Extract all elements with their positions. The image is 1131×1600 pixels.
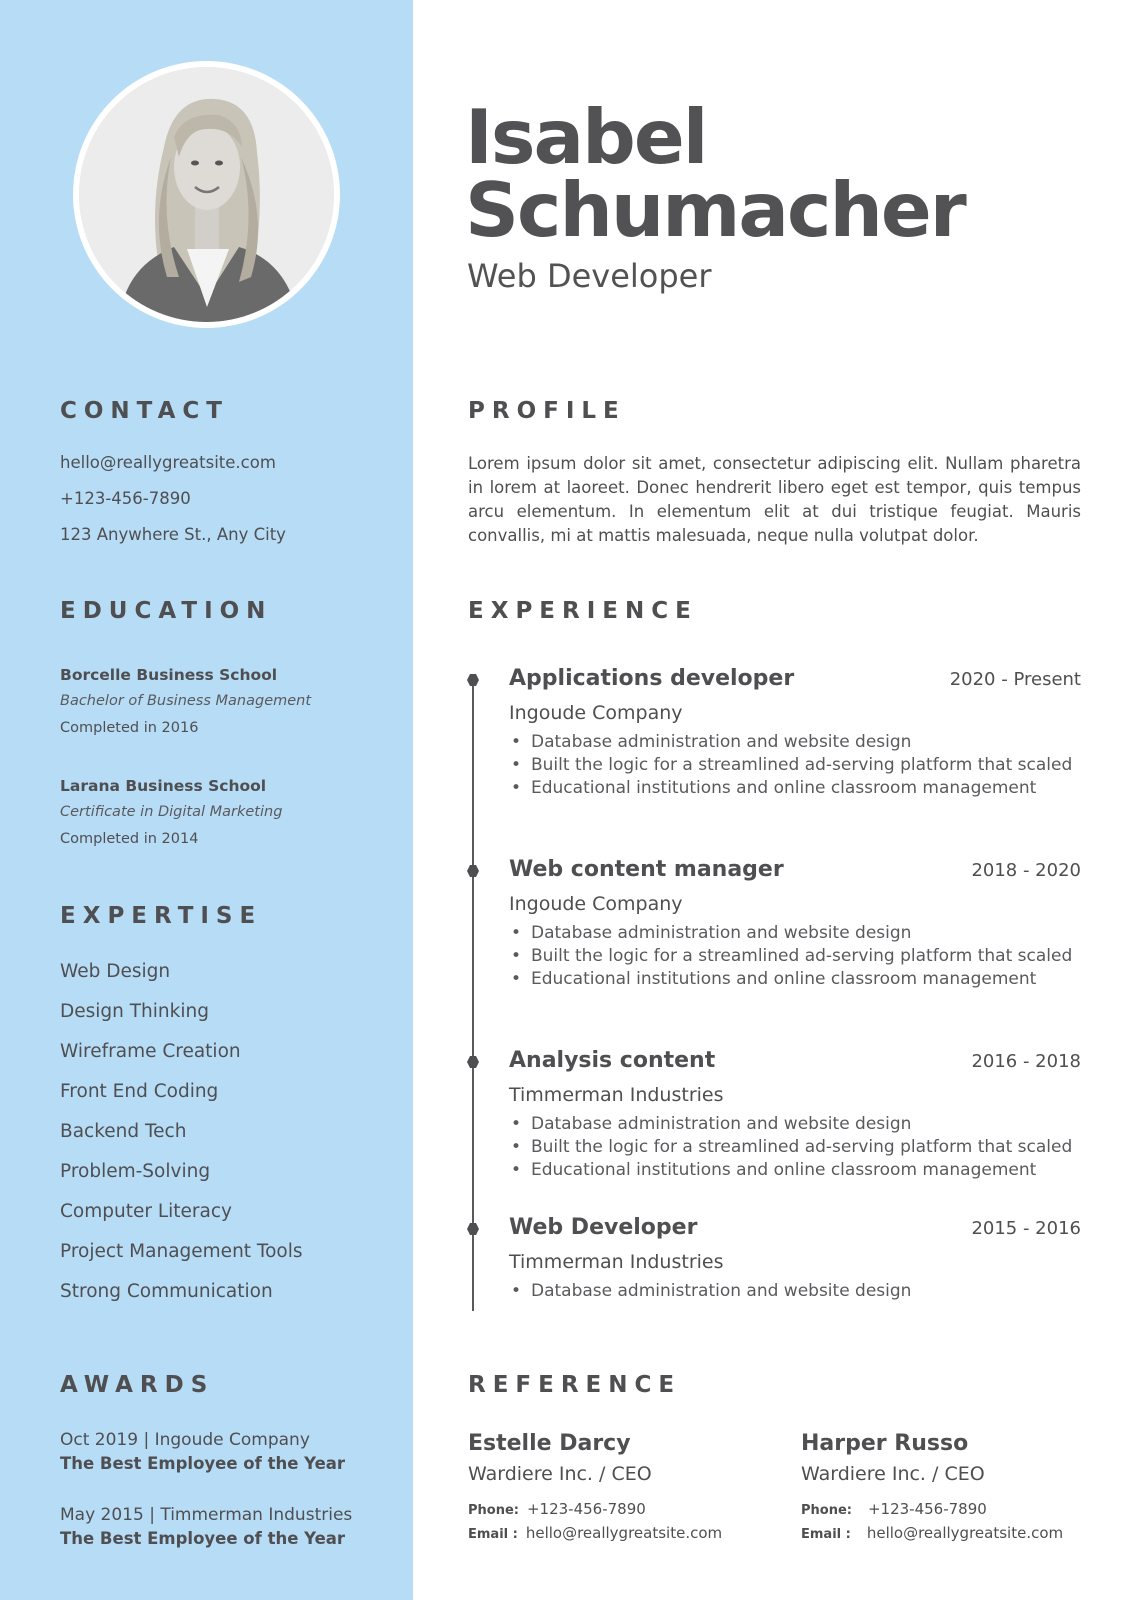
job-duties bbox=[509, 1113, 1072, 1182]
job-title: Web content manager bbox=[509, 857, 784, 882]
contact-email[interactable]: hello@reallygreatsite.com bbox=[60, 453, 276, 472]
education-heading: EDUCATION bbox=[60, 598, 273, 624]
job-duty: • Educational institutions and online classroom management bbox=[509, 1159, 1072, 1182]
job-title: Analysis content bbox=[509, 1048, 716, 1073]
education-school: Larana Business School bbox=[60, 777, 267, 795]
contact-phone[interactable]: +123-456-7890 bbox=[60, 489, 191, 508]
first-name: Isabel bbox=[465, 93, 707, 181]
education-year: Completed in 2014 bbox=[60, 831, 199, 847]
email-label: Email : bbox=[801, 1527, 851, 1542]
job-duty: • Database administration and website design bbox=[509, 731, 1072, 754]
job-duty: • Built the logic for a streamlined ad-serving platform that scaled bbox=[509, 945, 1072, 968]
profile-photo bbox=[79, 67, 334, 322]
timeline-marker bbox=[467, 674, 479, 686]
skill-item: Project Management Tools bbox=[60, 1241, 303, 1262]
reference-email-value[interactable]: hello@reallygreatsite.com bbox=[866, 1524, 1064, 1542]
skill-item: Problem-Solving bbox=[60, 1161, 211, 1182]
skill-item: Strong Communication bbox=[60, 1281, 273, 1302]
email-label: Email : bbox=[468, 1527, 518, 1542]
job-duty: • Built the logic for a streamlined ad-serving platform that scaled bbox=[509, 1136, 1072, 1159]
reference-email-value[interactable]: hello@reallygreatsite.com bbox=[525, 1524, 723, 1542]
job-role: Web Developer bbox=[467, 257, 712, 295]
reference-role: Wardiere Inc. / CEO bbox=[468, 1463, 652, 1485]
skill-item: Web Design bbox=[60, 961, 171, 982]
skill-item: Design Thinking bbox=[60, 1001, 209, 1022]
education-degree: Bachelor of Business Management bbox=[60, 693, 312, 709]
skill-item: Front End Coding bbox=[60, 1081, 219, 1102]
profile-photo-frame bbox=[73, 61, 340, 328]
reference-phone-value[interactable]: +123-456-7890 bbox=[867, 1500, 987, 1518]
job-title: Web Developer bbox=[509, 1215, 698, 1240]
education-year: Completed in 2016 bbox=[60, 720, 199, 736]
job-years: 2020 - Present bbox=[949, 669, 1081, 690]
profile-summary: Lorem ipsum dolor sit amet, consectetur adipiscing elit. Nullam pharetra in lorem at laoreet. Donec hendrerit libero eget est tempor, quis tempus arcu elementum. In elementum elit at dui tristique feugiat. Mauris convallis, mi at mattis malesuada, neque nulla volutpat dolor. bbox=[468, 454, 1081, 545]
job-duties bbox=[509, 731, 1072, 800]
job-company: Timmerman Industries bbox=[509, 1251, 724, 1273]
job-duty: • Educational institutions and online classroom management bbox=[509, 968, 1072, 991]
job-years: 2016 - 2018 bbox=[971, 1051, 1081, 1072]
last-name: Schumacher bbox=[465, 166, 965, 254]
timeline-line bbox=[472, 679, 474, 1311]
award-title: The Best Employee of the Year bbox=[60, 1529, 346, 1548]
skill-item: Backend Tech bbox=[60, 1121, 187, 1142]
job-duty: • Built the logic for a streamlined ad-serving platform that scaled bbox=[509, 754, 1072, 777]
contact-address: 123 Anywhere St., Any City bbox=[60, 525, 286, 544]
reference-phone[interactable] bbox=[468, 1500, 646, 1518]
reference-phone-value[interactable]: +123-456-7890 bbox=[526, 1500, 646, 1518]
job-duty: • Database administration and website design bbox=[509, 1113, 1072, 1136]
sidebar bbox=[0, 0, 413, 1600]
education-degree: Certificate in Digital Marketing bbox=[60, 804, 283, 820]
award-title: The Best Employee of the Year bbox=[60, 1454, 346, 1473]
timeline-marker bbox=[467, 1223, 479, 1235]
skill-item: Wireframe Creation bbox=[60, 1041, 241, 1062]
award-date-company: May 2015 | Timmerman Industries bbox=[60, 1505, 353, 1525]
job-duties bbox=[509, 922, 1072, 991]
job-duty: • Educational institutions and online classroom management bbox=[509, 777, 1072, 800]
job-company: Ingoude Company bbox=[509, 893, 683, 915]
job-title: Applications developer bbox=[509, 666, 795, 691]
reference-email[interactable] bbox=[468, 1524, 722, 1542]
profile-heading: PROFILE bbox=[468, 398, 626, 424]
education-school: Borcelle Business School bbox=[60, 666, 278, 684]
reference-phone[interactable] bbox=[801, 1500, 987, 1518]
job-company: Timmerman Industries bbox=[509, 1084, 724, 1106]
awards-heading: AWARDS bbox=[60, 1372, 215, 1398]
reference-email[interactable] bbox=[801, 1524, 1063, 1542]
reference-name: Estelle Darcy bbox=[468, 1431, 631, 1456]
experience-heading: EXPERIENCE bbox=[468, 598, 698, 624]
expertise-heading: EXPERTISE bbox=[60, 903, 263, 929]
job-duties bbox=[509, 1280, 911, 1303]
reference-role: Wardiere Inc. / CEO bbox=[801, 1463, 985, 1485]
skill-item: Computer Literacy bbox=[60, 1201, 232, 1222]
job-duty: • Database administration and website design bbox=[509, 922, 1072, 945]
job-company: Ingoude Company bbox=[509, 702, 683, 724]
reference-heading: REFERENCE bbox=[468, 1372, 682, 1398]
phone-label: Phone: bbox=[801, 1503, 852, 1518]
phone-label: Phone: bbox=[468, 1503, 519, 1518]
reference-name: Harper Russo bbox=[801, 1431, 969, 1456]
contact-heading: CONTACT bbox=[60, 398, 229, 424]
award-date-company: Oct 2019 | Ingoude Company bbox=[60, 1430, 310, 1450]
timeline-marker bbox=[467, 1056, 479, 1068]
job-duty: • Database administration and website design bbox=[509, 1280, 911, 1303]
job-years: 2018 - 2020 bbox=[971, 860, 1081, 881]
person-portrait-icon bbox=[79, 67, 334, 322]
timeline-marker bbox=[467, 865, 479, 877]
job-years: 2015 - 2016 bbox=[971, 1218, 1081, 1239]
